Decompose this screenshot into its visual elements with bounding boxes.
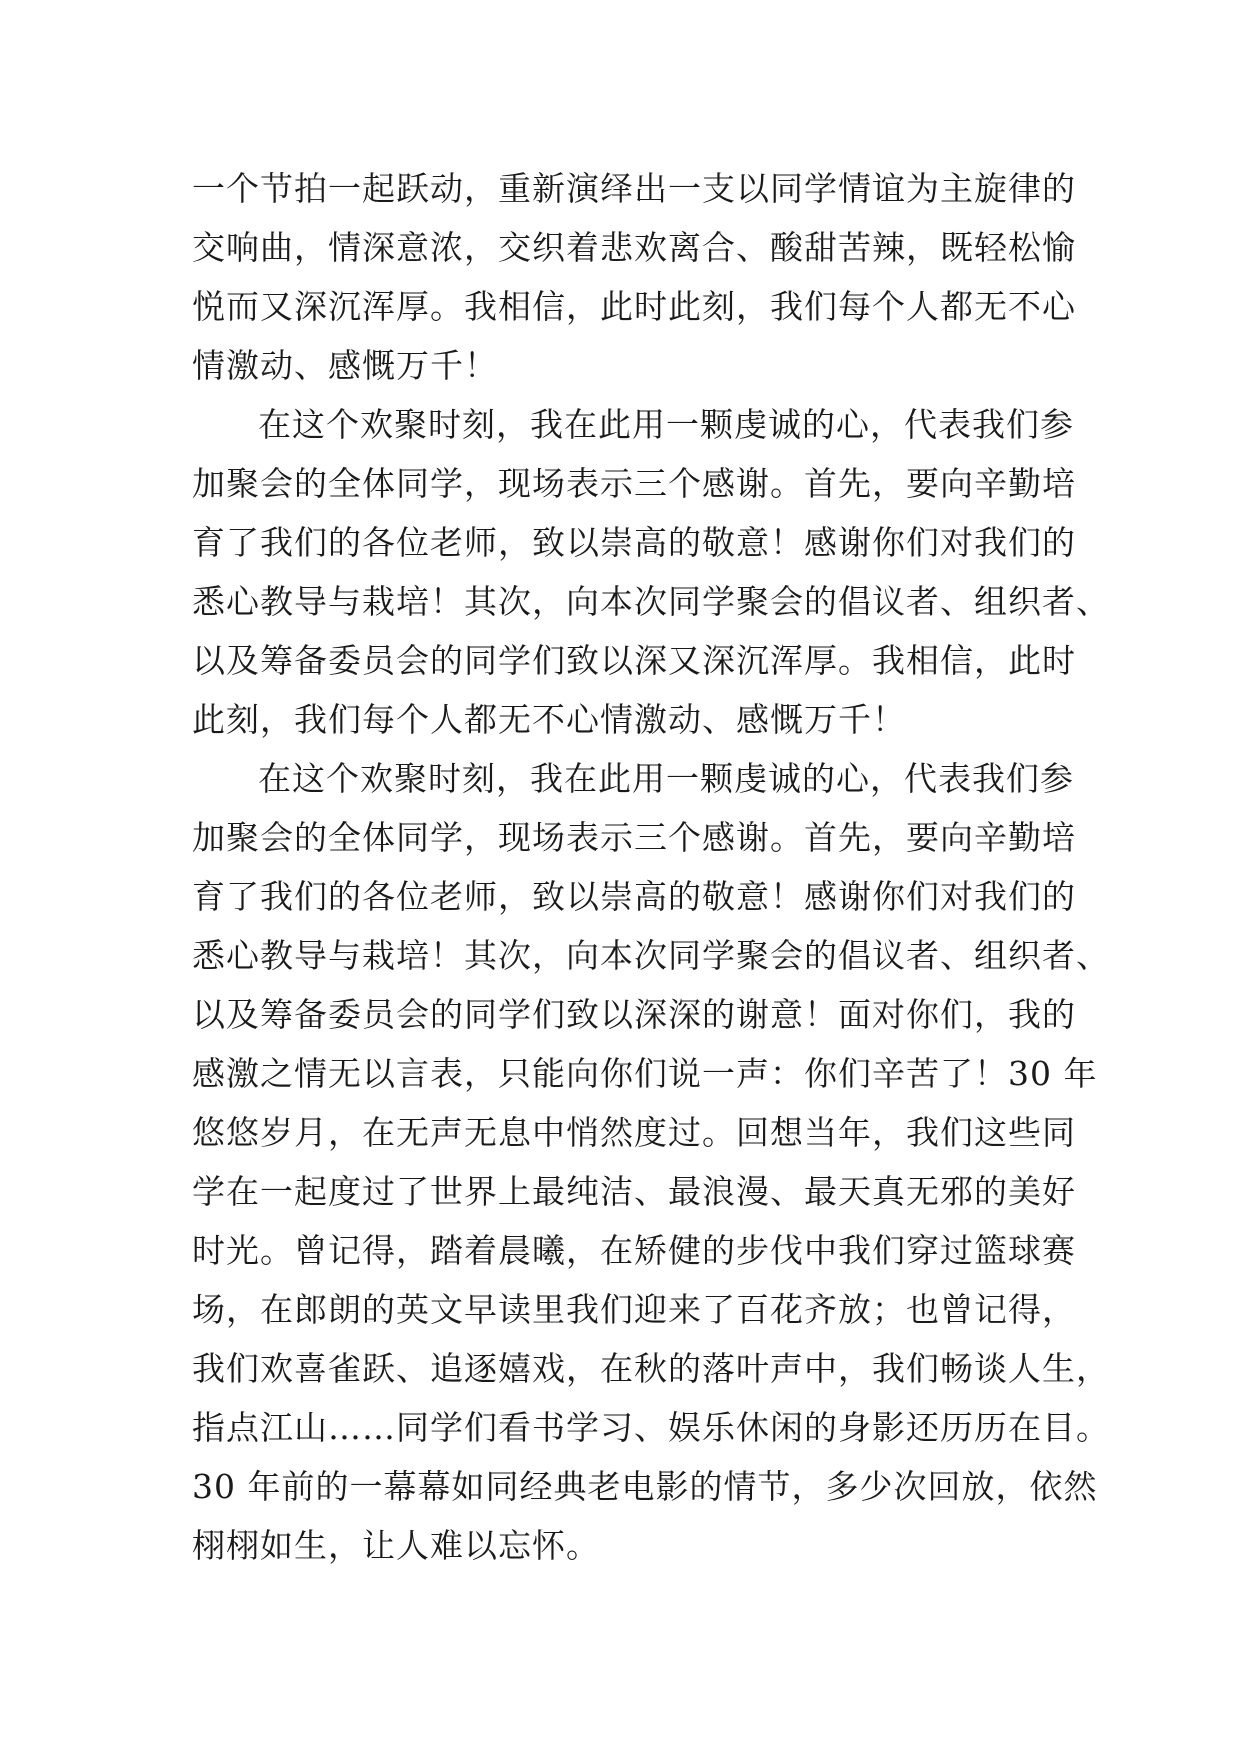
- text-line: 学在一起度过了世界上最纯洁、最浪漫、最天真无邪的美好: [192, 1172, 1076, 1211]
- text-line: 育了我们的各位老师，致以崇高的敬意！感谢你们对我们的: [192, 523, 1076, 562]
- text-line: 30 年前的一幕幕如同经典老电影的情节，多少次回放，依然: [192, 1467, 1098, 1506]
- text-line: 指点江山……同学们看书学习、娱乐休闲的身影还历历在目。: [192, 1408, 1110, 1447]
- text-line: 悉心教导与栽培！其次，向本次同学聚会的倡议者、组织者、: [192, 936, 1110, 975]
- paragraph-start-line: 在这个欢聚时刻，我在此用一颗虔诚的心，代表我们参: [258, 759, 1074, 798]
- text-line: 情激动、感慨万千！: [192, 346, 498, 385]
- text-line: 时光。曾记得，踏着晨曦，在矫健的步伐中我们穿过篮球赛: [192, 1231, 1076, 1270]
- text-line: 加聚会的全体同学，现场表示三个感谢。首先，要向辛勤培: [192, 818, 1076, 857]
- document-body: [192, 159, 1110, 1575]
- text-line: 悉心教导与栽培！其次，向本次同学聚会的倡议者、组织者、: [192, 582, 1110, 621]
- paragraph-start-line: 在这个欢聚时刻，我在此用一颗虔诚的心，代表我们参: [258, 405, 1074, 444]
- text-line: 以及筹备委员会的同学们致以深又深沉浑厚。我相信，此时: [192, 641, 1076, 680]
- text-line: 我们欢喜雀跃、追逐嬉戏，在秋的落叶声中，我们畅谈人生，: [192, 1349, 1110, 1388]
- text-line: 栩栩如生，让人难以忘怀。: [192, 1526, 600, 1565]
- text-line: 感激之情无以言表，只能向你们说一声：你们辛苦了！30 年: [192, 1054, 1098, 1093]
- text-line: 交响曲，情深意浓，交织着悲欢离合、酸甜苦辣，既轻松愉: [192, 228, 1076, 267]
- text-line: 一个节拍一起跃动，重新演绎出一支以同学情谊为主旋律的: [192, 169, 1076, 208]
- text-line: 悠悠岁月，在无声无息中悄然度过。回想当年，我们这些同: [192, 1113, 1076, 1152]
- text-line: 此刻，我们每个人都无不心情激动、感慨万千！: [192, 700, 906, 739]
- text-line: 场，在郎朗的英文早读里我们迎来了百花齐放；也曾记得，: [192, 1290, 1076, 1329]
- text-line: 悦而又深沉浑厚。我相信，此时此刻，我们每个人都无不心: [192, 287, 1076, 326]
- text-line: 以及筹备委员会的同学们致以深深的谢意！面对你们，我的: [192, 995, 1076, 1034]
- text-line: 加聚会的全体同学，现场表示三个感谢。首先，要向辛勤培: [192, 464, 1076, 503]
- text-line: 育了我们的各位老师，致以崇高的敬意！感谢你们对我们的: [192, 877, 1076, 916]
